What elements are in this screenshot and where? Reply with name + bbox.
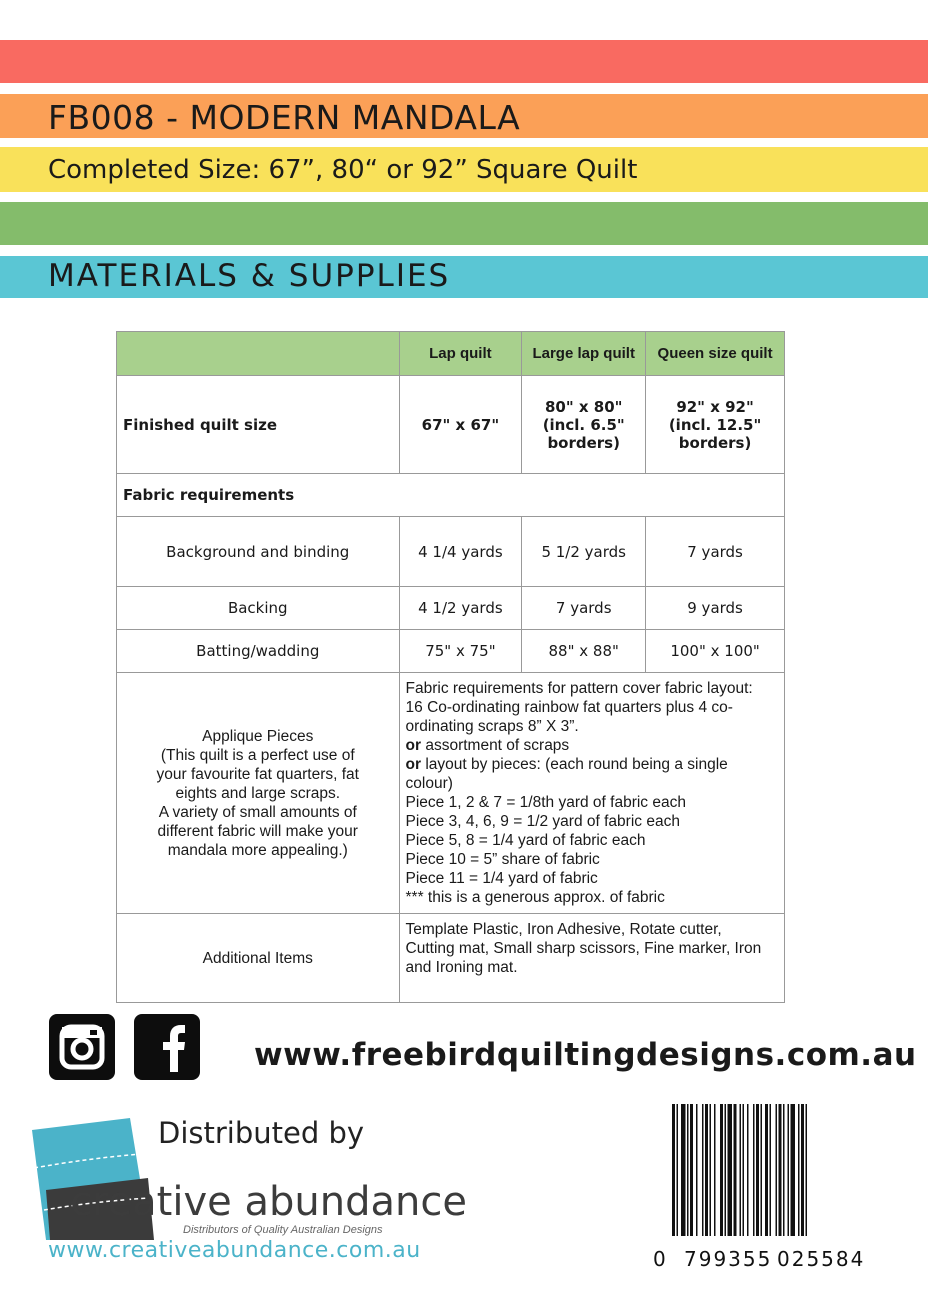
distributor-name: creative abundance [70, 1179, 467, 1225]
row-label: Batting/wadding [117, 630, 400, 673]
distributed-by-label: Distributed by [158, 1116, 365, 1150]
header-cell-lap: Lap quilt [399, 332, 522, 376]
section-title: MATERIALS & SUPPLIES [48, 258, 451, 294]
row-label: Background and binding [117, 517, 400, 587]
table-row [117, 587, 785, 630]
row-queen: 100" x 100" [646, 630, 785, 673]
applique-label: Applique Pieces (This quilt is a perfect use of your favourite fat quarters, fat eights and large scraps. A variety of small amounts of different fabric will make your mandala more appealing.) [117, 673, 400, 914]
completed-size: Completed Size: 67”, 80“ or 92” Square Quilt [48, 155, 638, 185]
additional-items-details: Template Plastic, Iron Adhesive, Rotate cutter, Cutting mat, Small sharp scissors, Fine marker, Iron and Ironing mat. [399, 914, 784, 1003]
row-queen: 7 yards [646, 517, 785, 587]
table-row [117, 914, 785, 1003]
header-cell-empty [117, 332, 400, 376]
barcode-digits-right: 025584 [777, 1247, 866, 1271]
barcode [672, 1104, 860, 1236]
applique-details: Fabric requirements for pattern cover fabric layout: 16 Co-ordinating rainbow fat quarters plus 4 co- ordinating scraps 8” X 3”. or assortment of scraps or layout by pieces: (each round being a single colour) Piece 1, 2 & 7 = 1/8th yard of fabric each Piece 3, 4, 6, 9 = 1/2 yard of fabric each Piece 5, 8 = 1/4 yard of fabric each Piece 10 = 5” share of fabric Piece 11 = 1/4 yard of fabric *** this is a generous approx. of fabric [399, 673, 784, 914]
row-large-lap: 88" x 88" [522, 630, 646, 673]
row-label: Backing [117, 587, 400, 630]
row-large-lap: 7 yards [522, 587, 646, 630]
finished-size-large-lap: 80" x 80" (incl. 6.5" borders) [522, 376, 646, 474]
finished-size-queen: 92" x 92" (incl. 12.5" borders) [646, 376, 785, 474]
website-link[interactable]: www.freebirdquiltingdesigns.com.au [254, 1037, 917, 1073]
table-header-row [117, 332, 785, 376]
row-queen: 9 yards [646, 587, 785, 630]
barcode-digit-lead: 0 [653, 1247, 666, 1271]
header-cell-large-lap: Large lap quilt [522, 332, 646, 376]
table-row [117, 517, 785, 587]
finished-size-lap: 67" x 67" [399, 376, 522, 474]
facebook-icon[interactable] [134, 1014, 200, 1080]
distributor-tagline: Distributors of Quality Australian Designs [183, 1224, 383, 1236]
table-row [117, 630, 785, 673]
instagram-icon[interactable] [49, 1014, 115, 1080]
row-lap: 75" x 75" [399, 630, 522, 673]
barcode-digits-left: 799355 [684, 1247, 773, 1271]
table-row [117, 376, 785, 474]
row-lap: 4 1/2 yards [399, 587, 522, 630]
table-row [117, 673, 785, 914]
row-large-lap: 5 1/2 yards [522, 517, 646, 587]
distributor-url[interactable]: www.creativeabundance.com.au [48, 1238, 421, 1263]
stripe-red [0, 40, 928, 83]
pattern-title: FB008 - MODERN MANDALA [48, 98, 521, 137]
table-row [117, 474, 785, 517]
additional-items-label: Additional Items [117, 914, 400, 1003]
materials-table [116, 331, 785, 1003]
stripe-green [0, 202, 928, 245]
finished-size-label: Finished quilt size [117, 376, 400, 474]
fabric-requirements-label: Fabric requirements [117, 474, 785, 517]
row-lap: 4 1/4 yards [399, 517, 522, 587]
header-cell-queen: Queen size quilt [646, 332, 785, 376]
